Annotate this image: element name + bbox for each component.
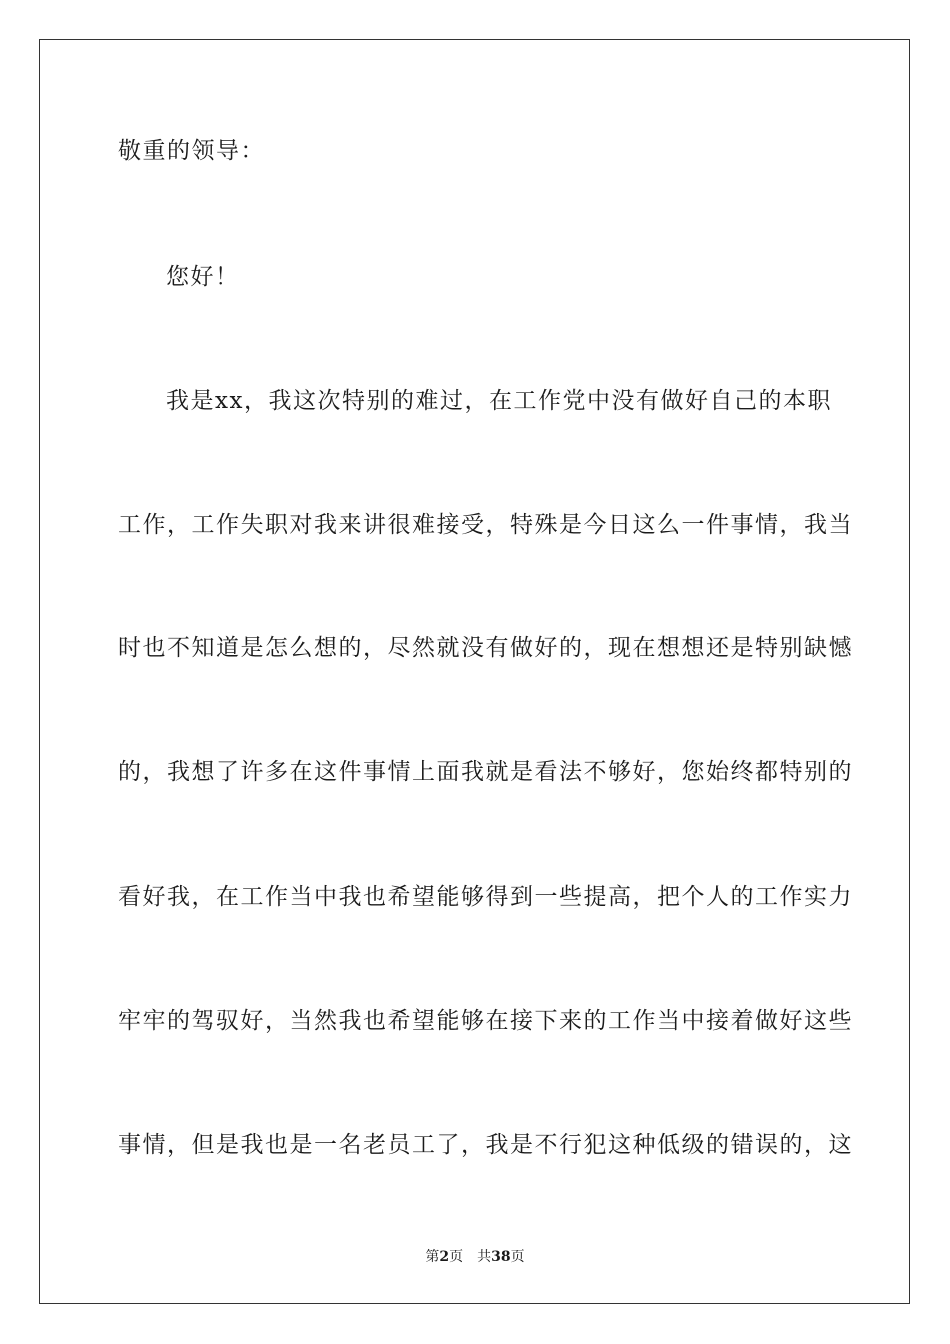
paragraph-line-4: 的，我想了许多在这件事情上面我就是看法不够好，您始终都特别的	[118, 759, 853, 785]
paragraph-line-5: 看好我，在工作当中我也希望能够得到一些提高，把个人的工作实力	[118, 884, 853, 910]
page-footer	[0, 1248, 950, 1266]
total-prefix: 共	[477, 1249, 492, 1265]
paragraph-line-1: 我是xx，我这次特别的难过，在工作党中没有做好自己的本职	[166, 388, 832, 414]
greeting: 您好！	[166, 264, 240, 290]
total-pages: 38	[491, 1249, 511, 1265]
salutation: 敬重的领导：	[118, 138, 265, 164]
paragraph-line-6: 牢牢的驾驭好，当然我也希望能够在接下来的工作当中接着做好这些	[118, 1008, 853, 1034]
page-prefix: 第	[425, 1249, 440, 1265]
paragraph-line-3: 时也不知道是怎么想的，尽然就没有做好的，现在想想还是特别缺憾	[118, 635, 853, 661]
total-suffix: 页	[510, 1249, 525, 1265]
paragraph-line-2: 工作，工作失职对我来讲很难接受，特殊是今日这么一件事情，我当	[118, 512, 853, 538]
page-suffix: 页	[449, 1249, 464, 1265]
page-border	[39, 39, 910, 1304]
page-number: 2	[439, 1249, 450, 1265]
paragraph-line-7: 事情，但是我也是一名老员工了，我是不行犯这种低级的错误的，这	[118, 1132, 853, 1158]
